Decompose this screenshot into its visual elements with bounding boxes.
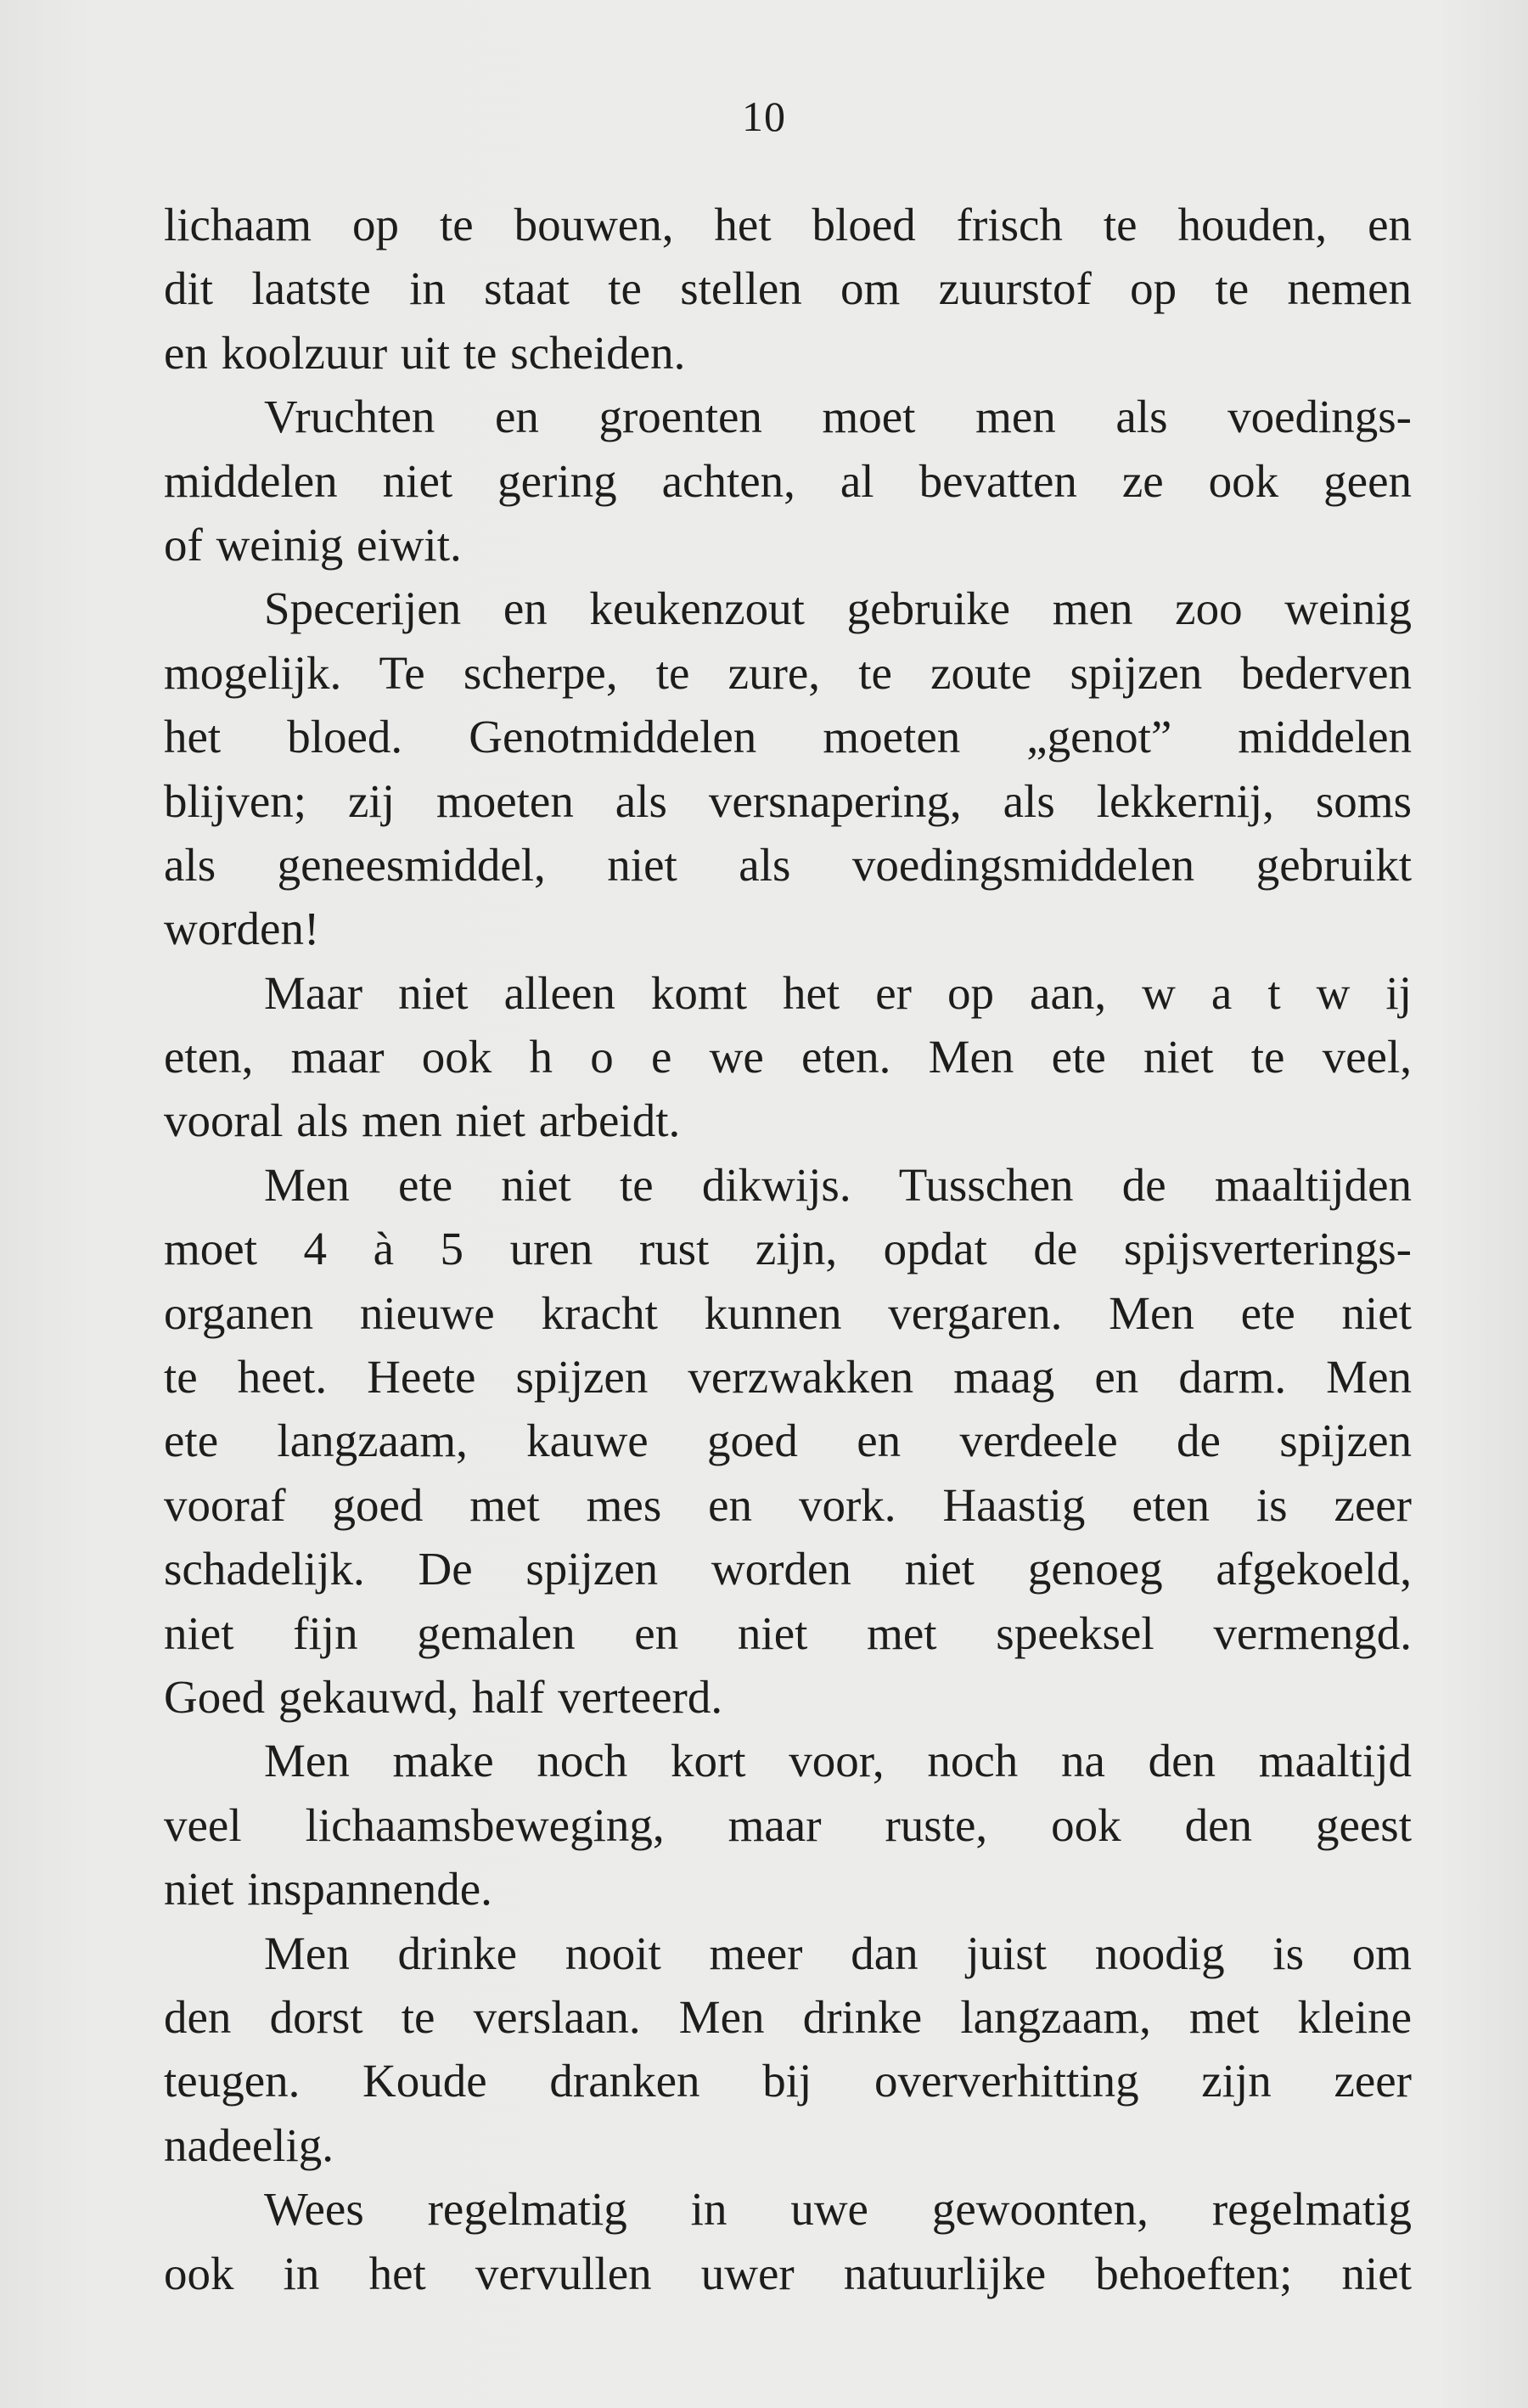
text-line: eten, maar ook h o e we eten. Men ete niet te veel, xyxy=(164,1031,1412,1083)
text-line: Specerijen en keukenzout gebruike men zoo weinig xyxy=(264,582,1412,635)
text-line: niet inspannende. xyxy=(164,1863,492,1916)
text-line: den dorst te verslaan. Men drinke langzaam, met kleine xyxy=(164,1990,1412,2043)
text-line: Men make noch kort voor, noch na den maaltijd xyxy=(264,1735,1412,1787)
text-line: lichaam op te bouwen, het bloed frisch te houden, en xyxy=(164,199,1412,250)
paragraph xyxy=(164,1153,1412,1730)
text-line: te heet. Heete spijzen verzwakken maag en darm. Men xyxy=(164,1351,1412,1404)
text-line: niet fijn gemalen en niet met speeksel vermengd. xyxy=(164,1606,1412,1659)
paragraph xyxy=(164,961,1412,1153)
text-line: vooral als men niet arbeidt. xyxy=(164,1094,681,1147)
body-text xyxy=(164,193,1412,2305)
paragraph xyxy=(164,193,1412,385)
text-line: als geneesmiddel, niet als voedingsmiddelen gebruikt xyxy=(164,838,1412,891)
text-line: of weinig eiwit. xyxy=(164,518,462,571)
paragraph xyxy=(164,2177,1412,2305)
text-line: ook in het vervullen uwer natuurlijke behoeften; niet xyxy=(164,2247,1412,2299)
text-line: organen nieuwe kracht kunnen vergaren. Men ete niet xyxy=(164,1286,1412,1339)
text-line: middelen niet gering achten, al bevatten ze ook geen xyxy=(164,454,1412,507)
paragraph xyxy=(164,577,1412,960)
text-line: worden! xyxy=(164,903,320,955)
text-line: Maar niet alleen komt het er op aan, w a t w ij xyxy=(264,966,1412,1019)
text-line: het bloed. Genotmiddelen moeten „genot” middelen xyxy=(164,711,1412,763)
text-line: schadelijk. De spijzen worden niet genoeg afgekoeld, xyxy=(164,1543,1412,1595)
text-line: Vruchten en groenten moet men als voedings- xyxy=(264,391,1412,443)
text-line: blijven; zij moeten als versnapering, als lekkernij, soms xyxy=(164,774,1412,827)
text-line: mogelijk. Te scherpe, te zure, te zoute spijzen bederven xyxy=(164,646,1412,699)
paragraph xyxy=(164,1729,1412,1921)
text-line: vooraf goed met mes en vork. Haastig eten is zeer xyxy=(164,1478,1412,1531)
text-line: teugen. Koude dranken bij oververhitting zijn zeer xyxy=(164,2055,1412,2107)
text-line: ete langzaam, kauwe goed en verdeele de spijzen xyxy=(164,1415,1412,1467)
text-line: moet 4 à 5 uren rust zijn, opdat de spijsverterings- xyxy=(164,1223,1412,1275)
text-line: nadeelig. xyxy=(164,2118,334,2171)
page-number: 10 xyxy=(742,93,786,140)
text-line: veel lichaamsbeweging, maar ruste, ook den geest xyxy=(164,1798,1412,1851)
text-line: en koolzuur uit te scheiden. xyxy=(164,326,686,379)
text-line: Wees regelmatig in uwe gewoonten, regelmatig xyxy=(264,2183,1412,2236)
text-line: Goed gekauwd, half verteerd. xyxy=(164,1670,723,1723)
text-line: Men drinke nooit meer dan juist noodig is om xyxy=(264,1927,1412,1979)
paragraph xyxy=(164,385,1412,577)
paragraph xyxy=(164,1921,1412,2178)
text-line: Men ete niet te dikwijs. Tusschen de maaltijden xyxy=(264,1158,1412,1211)
text-line: dit laatste in staat te stellen om zuurstof op te nemen xyxy=(164,262,1412,315)
